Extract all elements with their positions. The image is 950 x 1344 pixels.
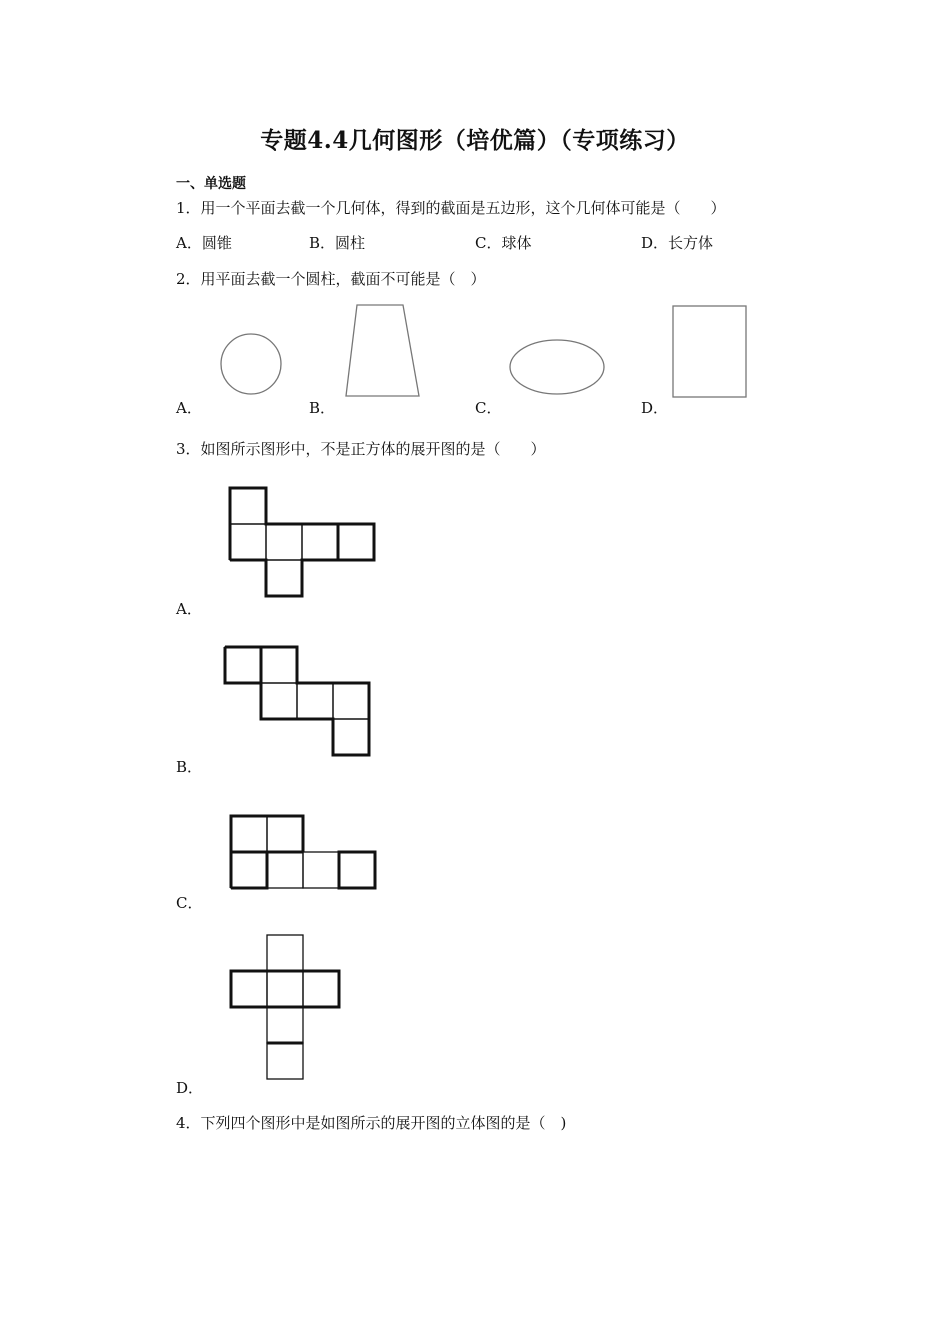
question-4-stem: 4．下列四个图形中是如图所示的展开图的立体图的是（ ) (176, 1114, 567, 1132)
question-2-option-b: B． (309, 399, 336, 417)
rectangle-icon (671, 304, 749, 400)
trapezoid-icon (343, 302, 423, 398)
question-1-option-b: B．圆柱 (309, 234, 366, 252)
question-2-stem: 2．用平面去截一个圆柱，截面不可能是（ ） (176, 270, 486, 288)
question-1-option-a: A．圆锥 (176, 234, 232, 252)
cube-net-b-figure (223, 645, 373, 757)
question-1-option-d: D．长方体 (641, 234, 714, 252)
question-2-option-d: D． (641, 399, 669, 417)
cube-net-c-figure (229, 814, 377, 892)
question-1-stem: 1．用一个平面去截一个几何体，得到的截面是五边形，这个几何体可能是（ ） (176, 199, 726, 217)
cube-net-d-figure (229, 933, 341, 1081)
question-3-option-c: C． (176, 894, 203, 912)
question-3-option-a: A． (176, 600, 202, 618)
circle-icon (218, 332, 284, 398)
page-title: 专题4.4几何图形（培优篇）（专项练习） (260, 127, 690, 154)
question-1-option-c: C．球体 (475, 234, 532, 252)
question-2-option-a: A． (176, 399, 202, 417)
question-2-option-c: C． (475, 399, 502, 417)
question-3-option-b: B． (176, 758, 203, 776)
question-3-option-d: D． (176, 1079, 204, 1097)
question-3-stem: 3．如图所示图形中，不是正方体的展开图的是（ ） (176, 440, 546, 458)
ellipse-icon (507, 338, 607, 398)
cube-net-a-figure (228, 486, 376, 598)
section-heading: 一、单选题 (176, 176, 246, 192)
